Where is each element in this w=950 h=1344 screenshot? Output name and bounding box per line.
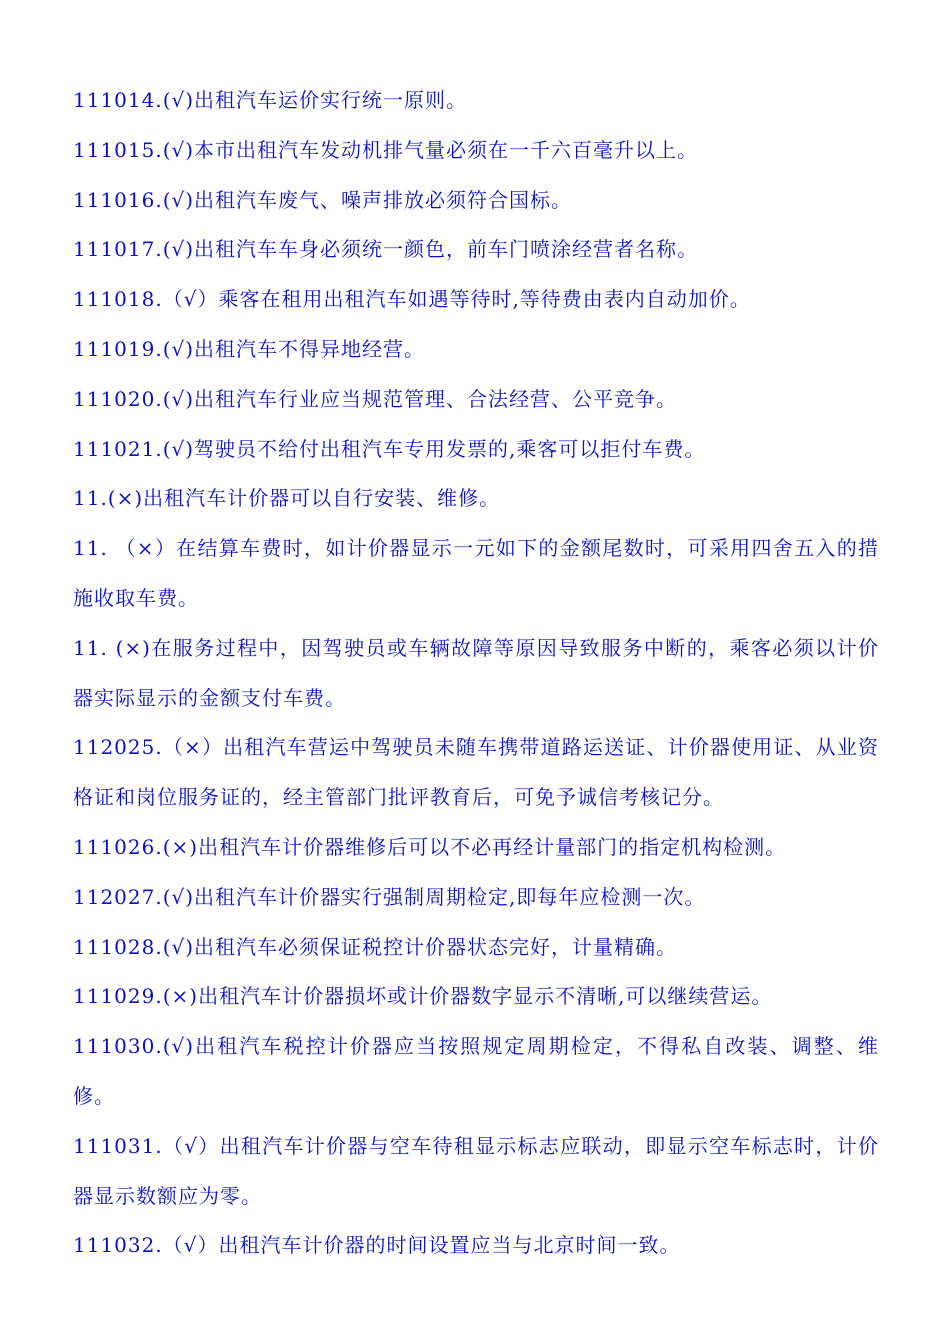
question-item: 11. （×）在结算车费时，如计价器显示一元如下的金额尾数时，可采用四舍五入的措施收取车费。 bbox=[73, 536, 879, 610]
question-item: 111029.(×)出租汽车计价器损坏或计价器数字显示不清晰,可以继续营运。 bbox=[73, 984, 773, 1009]
question-item: 111030.(√)出租汽车税控计价器应当按照规定周期检定，不得私自改装、调整、维修。 bbox=[73, 1034, 879, 1108]
question-item: 111019.(√)出租汽车不得异地经营。 bbox=[73, 336, 426, 361]
question-item: 111017.(√)出租汽车车身必须统一颜色，前车门喷涂经营者名称。 bbox=[73, 237, 699, 262]
question-item: 111026.(×)出租汽车计价器维修后可以不必再经计量部门的指定机构检测。 bbox=[73, 834, 787, 859]
question-item: 111028.(√)出租汽车必须保证税控计价器状态完好，计量精确。 bbox=[73, 934, 678, 959]
question-item: 111031.（√）出租汽车计价器与空车待租显示标志应联动，即显示空车标志时，计价器显示数额应为零。 bbox=[73, 1133, 879, 1208]
question-item: 111015.(√)本市出租汽车发动机排气量必须在一千六百毫升以上。 bbox=[73, 137, 699, 162]
question-item: 111018.（√）乘客在租用出租汽车如遇等待时,等待费由表内自动加价。 bbox=[73, 287, 751, 312]
question-item: 111014.(√)出租汽车运价实行统一原则。 bbox=[73, 88, 468, 112]
question-item: 111016.(√)出租汽车废气、噪声排放必须符合国标。 bbox=[73, 187, 573, 212]
question-item: 112025.（×）出租汽车营运中驾驶员未随车携带道路运送证、计价器使用证、从业资格证和岗位服务证的，经主管部门批评教育后，可免予诚信考核记分。 bbox=[73, 735, 879, 810]
question-item: 11. (×)在服务过程中，因驾驶员或车辆故障等原因导致服务中断的，乘客必须以计价器实际显示的金额支付车费。 bbox=[73, 635, 879, 710]
question-item: 111032.（√）出租汽车计价器的时间设置应当与北京时间一致。 bbox=[73, 1233, 681, 1258]
question-item: 112027.(√)出租汽车计价器实行强制周期检定,即每年应检测一次。 bbox=[73, 884, 706, 909]
document-body bbox=[73, 76, 879, 1271]
question-item: 111020.(√)出租汽车行业应当规范管理、合法经营、公平竞争。 bbox=[73, 386, 678, 411]
question-item: 111021.(√)驾驶员不给付出租汽车专用发票的,乘客可以拒付车费。 bbox=[73, 436, 706, 461]
question-item: 11.(×)出租汽车计价器可以自行安装、维修。 bbox=[73, 486, 501, 511]
